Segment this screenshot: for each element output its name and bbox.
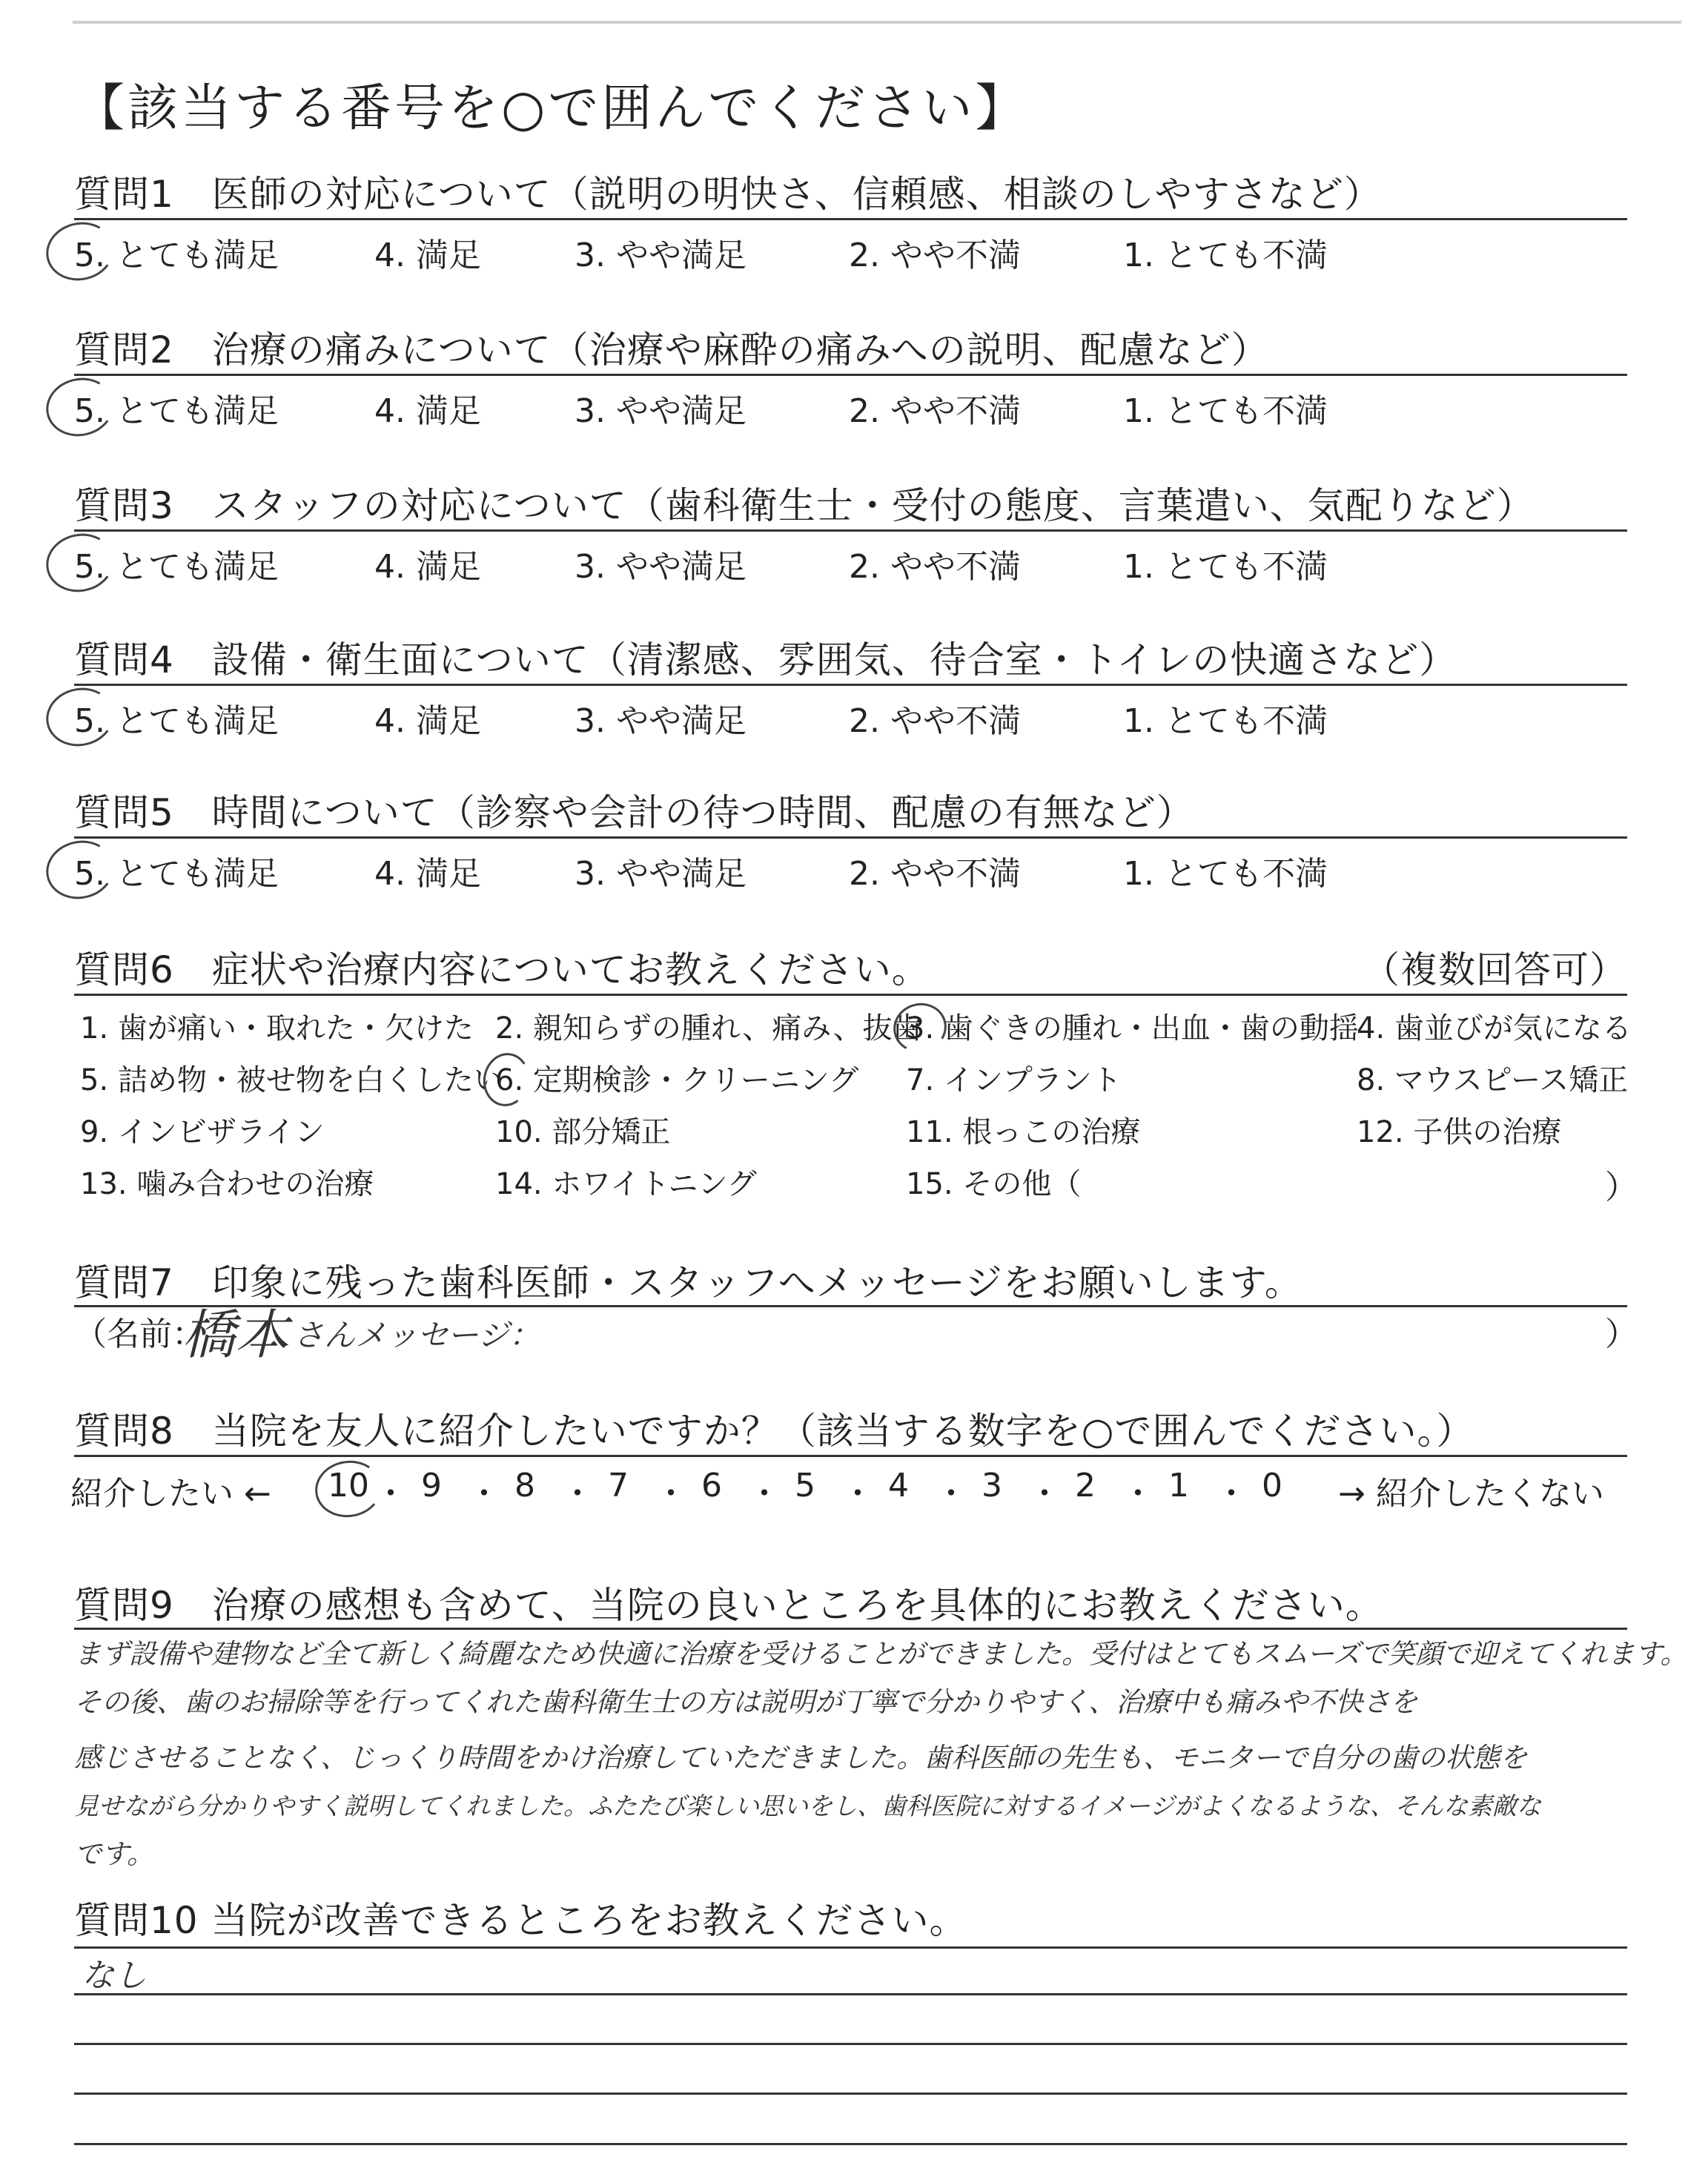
- q9-rule: [74, 1628, 1627, 1630]
- q3-title: 質問3 スタッフの対応について（歯科衛生士・受付の態度、言葉遣い、気配りなど）: [74, 484, 1535, 527]
- q7-title: 質問7 印象に残った歯科医師・スタッフへメッセージをお願いします。: [74, 1261, 1302, 1304]
- q8-value-5[interactable]: 5: [795, 1467, 815, 1505]
- q3-option-1[interactable]: 1. とても不満: [1123, 548, 1328, 586]
- q9-answer-line: 見せながら分かりやすく説明してくれました。ふたたび楽しい思いをし、歯科医院に対するイメージがよくなるような、そんな素敵な: [74, 1791, 1542, 1820]
- q5-option-2[interactable]: 2. やや不満: [849, 855, 1021, 893]
- q2-option-4[interactable]: 4. 満足: [374, 392, 481, 430]
- q1-option-3[interactable]: 3. やや満足: [575, 237, 747, 274]
- q6-option-1[interactable]: 1. 歯が痛い・取れた・欠けた: [80, 1011, 474, 1046]
- q8-value-10[interactable]: 10: [328, 1467, 369, 1505]
- q6-note: （複数回答可）: [1363, 948, 1627, 991]
- q8-separator: ・: [1028, 1475, 1061, 1513]
- q9-answer-line: その後、歯のお掃除等を行ってくれた歯科衛生士の方は説明が丁寧で分かりやすく、治療中も痛みや不快さを: [74, 1686, 1418, 1718]
- q6-option-6[interactable]: 6. 定期検診・クリーニング: [495, 1063, 859, 1097]
- q6-rule: [74, 994, 1627, 996]
- q8-value-1[interactable]: 1: [1168, 1467, 1189, 1505]
- q1-rule: [74, 218, 1627, 220]
- q1-option-1[interactable]: 1. とても不満: [1123, 237, 1328, 274]
- q8-value-7[interactable]: 7: [608, 1467, 629, 1505]
- q10-answer-rule: [74, 1946, 1627, 1949]
- q7-rule: [74, 1305, 1627, 1307]
- q5-option-4[interactable]: 4. 満足: [374, 855, 481, 893]
- q3-rule: [74, 529, 1627, 532]
- q8-value-0[interactable]: 0: [1262, 1467, 1282, 1505]
- q8-separator: ・: [655, 1475, 687, 1513]
- q3-selected-circle: [41, 527, 119, 598]
- q5-option-1[interactable]: 1. とても不満: [1123, 855, 1328, 893]
- q8-separator: ・: [841, 1475, 874, 1513]
- q2-option-3[interactable]: 3. やや満足: [575, 392, 747, 430]
- q4-option-1[interactable]: 1. とても不満: [1123, 702, 1328, 740]
- q10-answer-rule: [74, 2093, 1627, 2095]
- q4-option-2[interactable]: 2. やや不満: [849, 702, 1021, 740]
- q1-option-5[interactable]: 5. とても満足: [74, 237, 279, 274]
- q6-option-11[interactable]: 11. 根っこの治療: [906, 1115, 1141, 1149]
- q6-option-9[interactable]: 9. インビザライン: [80, 1115, 325, 1149]
- q6-option-5[interactable]: 5. 詰め物・被せ物を白くしたい: [80, 1063, 503, 1097]
- q8-separator: ・: [1215, 1475, 1248, 1513]
- q9-answer-line: まず設備や建物など全て新しく綺麗なため快適に治療を受けることができました。受付はとてもスムーズで笑顔で迎えてくれます。: [74, 1638, 1688, 1670]
- q1-option-2[interactable]: 2. やや不満: [849, 237, 1021, 274]
- q10-title: 質問10 当院が改善できるところをお教えください。: [74, 1899, 967, 1942]
- q4-rule: [74, 684, 1627, 686]
- q2-rule: [74, 374, 1627, 376]
- q5-selected-circle: [41, 834, 119, 905]
- q2-title: 質問2 治療の痛みについて（治療や麻酔の痛みへの説明、配慮など）: [74, 328, 1269, 371]
- page-heading: 【該当する番号を○で囲んでください】: [74, 79, 1029, 138]
- q6-option-4[interactable]: 4. 歯並びが気になる: [1357, 1011, 1632, 1046]
- q8-value-9[interactable]: 9: [421, 1467, 442, 1505]
- q9-answer-line: です。: [74, 1838, 155, 1870]
- q8-rule: [74, 1455, 1627, 1457]
- q7-close-paren: ）: [1605, 1315, 1638, 1353]
- q9-answer-line: 感じさせることなく、じっくり時間をかけ治療していただきました。歯科医師の先生も、モニターで自分の歯の状態を: [74, 1742, 1528, 1774]
- q8-title: 質問8 当院を友人に紹介したいですか？（該当する数字を○で囲んでください。）: [74, 1410, 1474, 1453]
- q8-separator: ・: [374, 1475, 407, 1513]
- q8-left-label: 紹介したい ←: [70, 1475, 271, 1513]
- q4-option-3[interactable]: 3. やや満足: [575, 702, 747, 740]
- q6-title: 質問6 症状や治療内容についてお教えください。: [74, 948, 930, 991]
- q4-selected-circle: [41, 681, 119, 752]
- q1-option-4[interactable]: 4. 満足: [374, 237, 481, 274]
- q4-option-4[interactable]: 4. 満足: [374, 702, 481, 740]
- q8-right-label: → 紹介したくない: [1338, 1475, 1604, 1513]
- q8-separator: ・: [561, 1475, 594, 1513]
- q1-title: 質問1 医師の対応について（説明の明快さ、信頼感、相談のしやすさなど）: [74, 173, 1382, 216]
- q6-option-12[interactable]: 12. 子供の治療: [1357, 1115, 1562, 1149]
- q2-option-2[interactable]: 2. やや不満: [849, 392, 1021, 430]
- q2-option-5[interactable]: 5. とても満足: [74, 392, 279, 430]
- q6-option-8[interactable]: 8. マウスピース矯正: [1357, 1063, 1629, 1097]
- q3-option-2[interactable]: 2. やや不満: [849, 548, 1021, 586]
- q5-option-3[interactable]: 3. やや満足: [575, 855, 747, 893]
- q8-value-4[interactable]: 4: [888, 1467, 909, 1505]
- q1-selected-circle: [41, 216, 119, 286]
- q10-answer-rule: [74, 1993, 1627, 1995]
- q8-value-2[interactable]: 2: [1075, 1467, 1096, 1505]
- q5-title: 質問5 時間について（診察や会計の待つ時間、配慮の有無など）: [74, 791, 1194, 834]
- q8-separator: ・: [935, 1475, 967, 1513]
- q6-option-14[interactable]: 14. ホワイトニング: [495, 1167, 757, 1201]
- q7-name-prefix: （名前：: [74, 1315, 205, 1353]
- q6-option-3[interactable]: 3. 歯ぐきの腫れ・出血・歯の動揺: [906, 1011, 1359, 1046]
- q4-option-5[interactable]: 5. とても満足: [74, 702, 279, 740]
- q7-name-suffix: さんメッセージ：: [293, 1317, 540, 1353]
- q8-value-3[interactable]: 3: [982, 1467, 1002, 1505]
- q8-value-6[interactable]: 6: [701, 1467, 722, 1505]
- q8-separator: ・: [468, 1475, 500, 1513]
- q5-option-5[interactable]: 5. とても満足: [74, 855, 279, 893]
- q5-rule: [74, 836, 1627, 839]
- top-border: [73, 21, 1681, 24]
- q2-option-1[interactable]: 1. とても不満: [1123, 392, 1328, 430]
- q8-separator: ・: [1122, 1475, 1154, 1513]
- q6-option-13[interactable]: 13. 噛み合わせの治療: [80, 1167, 374, 1201]
- q2-selected-circle: [41, 371, 119, 442]
- q10-answer-text: なし: [82, 1957, 147, 1995]
- q10-answer-rule: [74, 2143, 1627, 2145]
- q3-option-4[interactable]: 4. 満足: [374, 548, 481, 586]
- q10-answer-rule: [74, 2043, 1627, 2045]
- q7-name-handwritten[interactable]: 橋本: [182, 1304, 289, 1366]
- q6-other-close: ）: [1605, 1169, 1638, 1206]
- q4-title: 質問4 設備・衛生面について（清潔感、雰囲気、待合室・トイレの快適さなど）: [74, 638, 1457, 681]
- q6-option-10[interactable]: 10. 部分矯正: [495, 1115, 671, 1149]
- q3-option-3[interactable]: 3. やや満足: [575, 548, 747, 586]
- q3-option-5[interactable]: 5. とても満足: [74, 548, 279, 586]
- q6-option-7[interactable]: 7. インプラント: [906, 1063, 1122, 1097]
- q6-option-2[interactable]: 2. 親知らずの腫れ、痛み、抜歯: [495, 1011, 922, 1046]
- q6-option-15[interactable]: 15. その他（: [906, 1167, 1082, 1201]
- q9-title: 質問9 治療の感想も含めて、当院の良いところを具体的にお教えください。: [74, 1584, 1383, 1627]
- q8-value-8[interactable]: 8: [514, 1467, 535, 1505]
- q8-separator: ・: [748, 1475, 781, 1513]
